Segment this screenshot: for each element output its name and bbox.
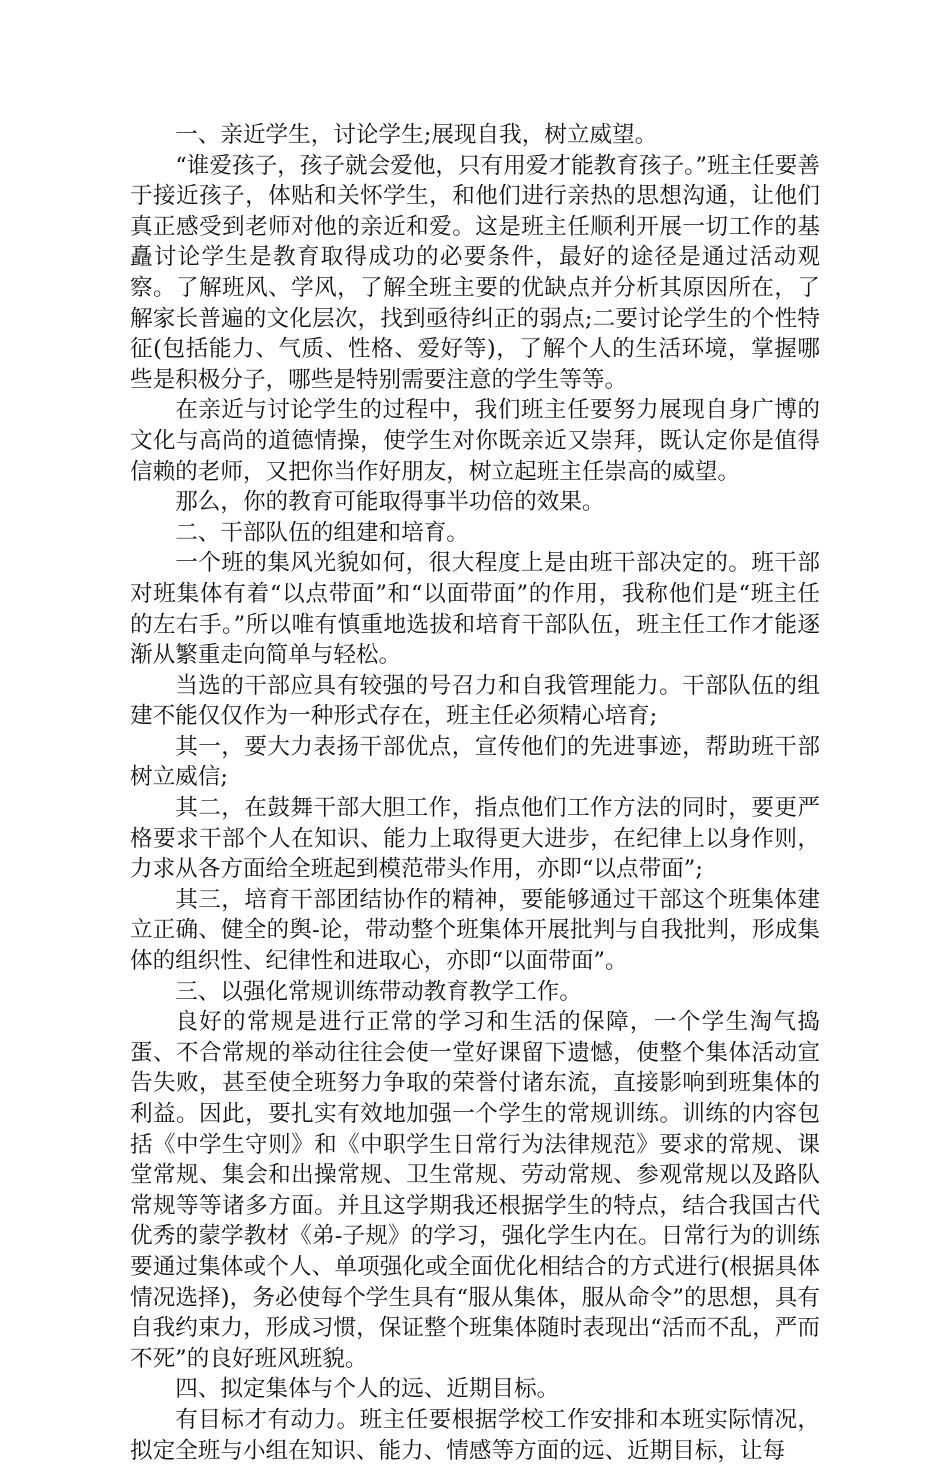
section-heading-3: 三、以强化常规训练带动教育教学工作。 bbox=[175, 978, 582, 1005]
paragraph: 其三，培育干部团结协作的精神，要能够通过干部这个班集体建立正确、健全的舆-论，带动整个班集体开展批判与自我批判，形成集体的组织性、纪律性和进取心，亦即“以面带面”。 bbox=[130, 886, 820, 975]
paragraph: “谁爱孩子，孩子就会爱他，只有用爱才能教育孩子。”班主任要善于接近孩子，体贴和关怀学生，和他们进行亲热的思想沟通，让他们真正感受到老师对他的亲近和爱。这是班主任顺利开展一切工作的基矗讨论学生是教育取得成功的必要条件，最好的途径是通过活动观察。了解班风、学风，了解全班主要的优缺点并分析其原因所在，了解家长普遍的文化层次，找到亟待纠正的弱点;二要讨论学生的个性特征(包括能力、气质、性格、爱好等)，了解个人的生活环境，掌握哪些是积极分子，哪些是特别需要注意的学生等等。 bbox=[130, 152, 820, 393]
section-heading-2: 二、干部队伍的组建和培育。 bbox=[175, 519, 469, 546]
paragraph: 良好的常规是进行正常的学习和生活的保障，一个学生淘气捣蛋、不合常规的举动往往会使一堂好课留下遗憾，使整个集体活动宣告失败，甚至使全班努力争取的荣誉付诸东流，直接影响到班集体的利益。因此，要扎实有效地加强一个学生的常规训练。训练的内容包括《中学生守则》和《中职学生日常行为法律规范》要求的常规、课堂常规、集会和出操常规、卫生常规、劳动常规、参观常规以及路队常规等等诸多方面。并且这学期我还根据学生的特点，结合我国古代优秀的蒙学教材《弟-子规》的学习，强化学生内在。日常行为的训练要通过集体或个人、单项强化或全面优化相结合的方式进行(根据具体情况选择)，务必使每个学生具有“服从集体，服从命令”的思想，具有自我约束力，形成习惯，保证整个班集体随时表现出“活而不乱，严而不死”的良好班风班貌。 bbox=[130, 1009, 820, 1372]
paragraph: 有目标才有动力。班主任要根据学校工作安排和本班实际情况，拟定全班与小组在知识、能力、情感等方面的远、近期目标，让每 bbox=[130, 1406, 820, 1464]
paragraph: 其二，在鼓舞干部大胆工作，指点他们工作方法的同时，要更严格要求干部个人在知识、能力上取得更大进步，在纪律上以身作则，力求从各方面给全班起到模范带头作用，亦即“以点带面”; bbox=[130, 795, 820, 883]
paragraph: 一个班的集风光貌如何，很大程度上是由班干部决定的。班干部对班集体有着“以点带面”和“以面带面”的作用，我称他们是“班主任的左右手。”所以唯有慎重地选拔和培育干部队伍，班主任工作才能逐渐从繁重走向简单与轻松。 bbox=[130, 550, 820, 669]
section-heading-4: 四、拟定集体与个人的远、近期目标。 bbox=[175, 1376, 560, 1403]
paragraph: 那么，你的教育可能取得事半功倍的效果。 bbox=[175, 489, 605, 516]
paragraph: 其一，要大力表扬干部优点，宣传他们的先进事迹，帮助班干部树立威信; bbox=[130, 733, 820, 791]
paragraph: 当选的干部应具有较强的号召力和自我管理能力。干部队伍的组建不能仅仅作为一种形式存在，班主任必须精心培育; bbox=[130, 672, 820, 730]
section-heading-1: 一、亲近学生，讨论学生;展现自我，树立威望。 bbox=[175, 122, 658, 148]
paragraph: 在亲近与讨论学生的过程中，我们班主任要努力展现自身广博的文化与高尚的道德情操，使学生对你既亲近又崇拜，既认定你是值得信赖的老师，又把你当作好朋友，树立起班主任崇高的威望。 bbox=[130, 397, 820, 485]
document-body bbox=[130, 120, 820, 1466]
